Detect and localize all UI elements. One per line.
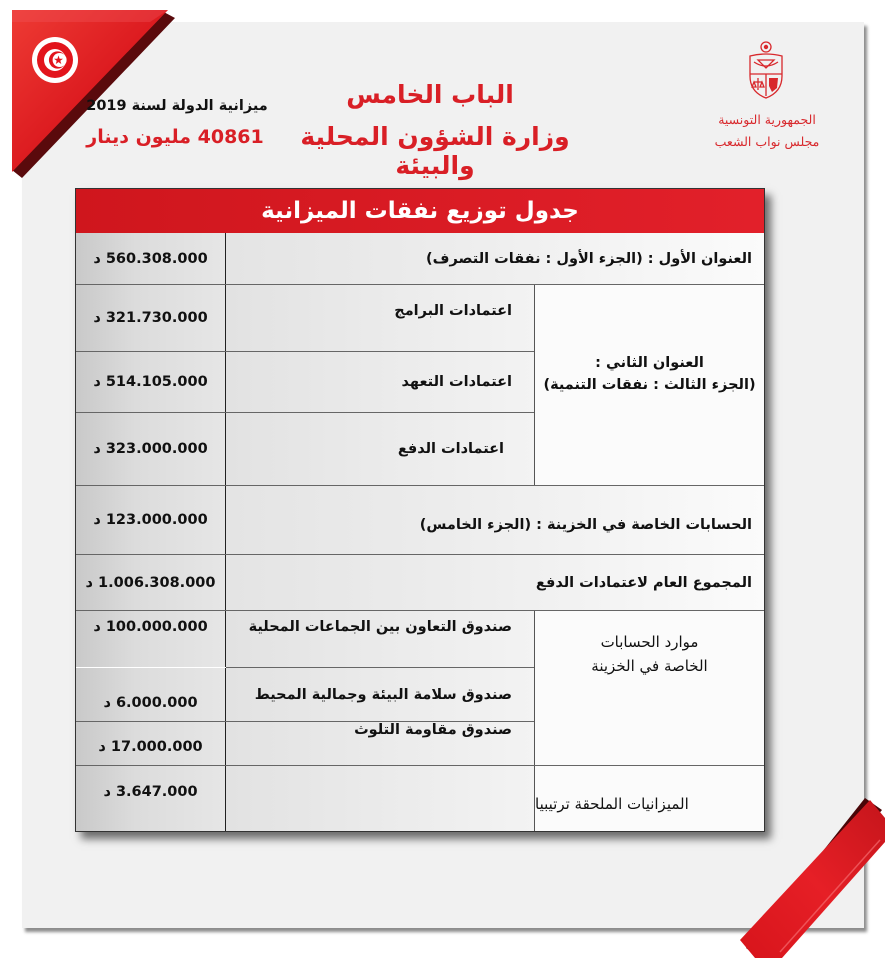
table-cell-label: صندوق سلامة البيئة وجمالية المحيط [226,668,534,721]
table-title: جدول توزيع نفقات الميزانية [76,189,764,233]
table-cell-value: 123.000.000 د [76,486,226,554]
chapter-title: الباب الخامس [346,80,514,109]
table-cell-value: 514.105.000 د [76,352,226,412]
table-cell-label: الميزانيات الملحقة ترتيبيا [534,766,764,831]
table-cell-value: 321.730.000 د [76,285,226,351]
table-cell-value: 1.006.308.000 د [76,555,226,610]
budget-total: 40861 مليون دينار [86,126,264,148]
group-label-line-2: الخاصة في الخزينة [591,657,708,675]
table-cell-value: 560.308.000 د [76,233,226,284]
tunisia-flag-icon [32,37,78,83]
emblem-line-parliament: مجلس نواب الشعب [714,134,820,149]
emblem-line-republic: الجمهورية التونسية [718,112,816,127]
table-cell-value: 6.000.000 د [76,668,226,721]
ministry-title: وزارة الشؤون المحلية والبيئة [300,122,570,180]
table-cell-label: المجموع العام لاعتمادات الدفع [226,555,764,610]
table-cell-value: 100.000.000 د [76,611,226,667]
table-cell-empty [226,766,534,831]
table-cell-value: 3.647.000 د [76,766,226,831]
tunisia-coat-of-arms-icon [744,40,788,100]
group-label-line-2: (الجزء الثالث : نفقات التنمية) [543,377,756,393]
table-cell-label: الحسابات الخاصة في الخزينة : (الجزء الخامس) [226,486,764,554]
table-cell-label: صندوق التعاون بين الجماعات المحلية [226,611,534,667]
table-cell-label: اعتمادات التعهد [226,352,534,412]
budget-table [75,188,765,832]
table-cell-value: 323.000.000 د [76,413,226,485]
table-group-label [534,285,764,485]
group-label-line-1: موارد الحسابات [600,633,699,651]
table-cell-label: اعتمادات الدفع [226,413,534,485]
table-group-label [534,611,764,765]
budget-caption: ميزانية الدولة لسنة 2019 [86,98,268,114]
table-cell-value: 17.000.000 د [76,722,226,765]
table-cell-label: اعتمادات البرامج [226,285,534,351]
group-label-line-1: العنوان الثاني : [595,355,704,371]
table-cell-label: صندوق مقاومة التلوث [226,722,534,765]
table-cell-label: العنوان الأول : (الجزء الأول : نفقات التصرف) [226,233,764,284]
